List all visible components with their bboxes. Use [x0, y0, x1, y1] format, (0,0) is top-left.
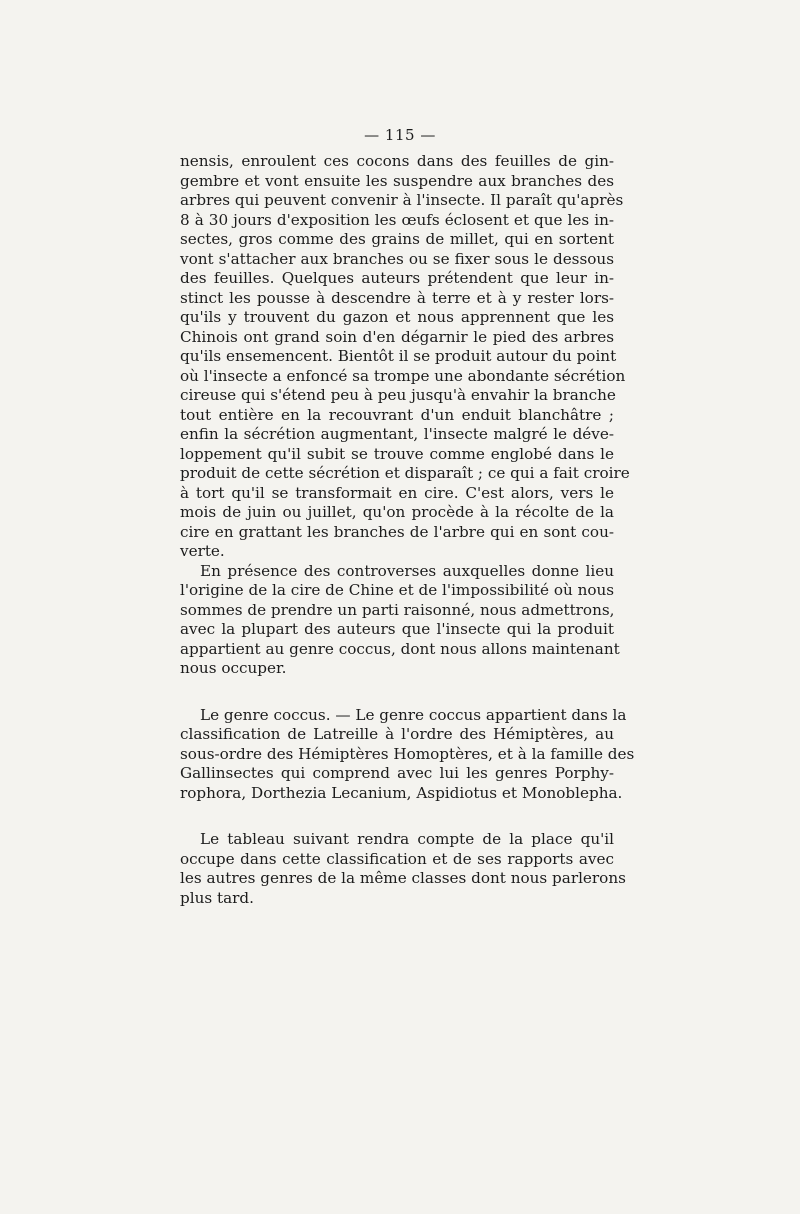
text-line: Gallinsectes qui comprend avec lui les genres Porphy-	[180, 764, 614, 782]
paragraph-controversies	[180, 561, 620, 679]
text-line: Le genre coccus. — Le genre coccus appartient dans la	[200, 705, 627, 724]
text-line: Le tableau suivant rendra compte de la place qu'il	[200, 830, 614, 848]
text-line: En présence des controverses auxquelles donne lieu	[200, 561, 614, 580]
text-line: qu'ils y trouvent du gazon et nous apprennent que les	[180, 308, 614, 326]
text-line: sectes, gros comme des grains de millet, qui en sortent	[180, 230, 614, 248]
page-number: — 115 —	[364, 126, 436, 144]
text-line: vont s'attacher aux branches ou se fixer sous le dessous	[180, 249, 614, 268]
text-line: cire en grattant les branches de l'arbre qui en sont cou-	[180, 522, 614, 541]
paragraph-wax-harvest	[180, 152, 630, 562]
paragraph-gap	[180, 679, 614, 706]
text-line: des feuilles. Quelques auteurs prétendent que leur in-	[180, 269, 614, 287]
text-line: produit de cette sécrétion et disparaît ; ce qui a fait croire	[180, 464, 630, 482]
text-line: rophora, Dorthezia Lecanium, Aspidiotus et Monoblepha.	[180, 783, 623, 802]
text-line: à tort qu'il se transformait en cire. C'est alors, vers le	[180, 483, 614, 502]
text-line: classification de Latreille à l'ordre des Hémiptères, au	[180, 725, 614, 743]
text-line: qu'ils ensemencent. Bientôt il se produit autour du point	[180, 347, 617, 365]
paragraph-gap	[180, 803, 614, 830]
body-text	[180, 152, 635, 908]
text-line: sommes de prendre un parti raisonné, nous admettrons,	[180, 600, 615, 619]
text-line: enfin la sécrétion augmentant, l'insecte malgré le déve-	[180, 425, 614, 443]
text-line: nensis, enroulent ces cocons dans des feuilles de gin-	[180, 152, 614, 170]
text-line: appartient au genre coccus, dont nous allons maintenant	[180, 639, 620, 658]
paragraph-table-intro	[180, 830, 626, 908]
text-line: où l'insecte a enfoncé sa trompe une abondante sécrétion	[180, 366, 626, 385]
text-line: l'origine de la cire de Chine et de l'impossibilité où nous	[180, 581, 615, 599]
text-line: plus tard.	[180, 888, 254, 907]
text-line: avec la plupart des auteurs que l'insecte qui la produit	[180, 620, 614, 638]
text-line: 8 à 30 jours d'exposition les œufs éclosent et que les in-	[180, 210, 614, 229]
text-line: mois de juin ou juillet, qu'on procède à la récolte de la	[180, 503, 614, 521]
text-line: les autres genres de la même classes dont nous parlerons	[180, 869, 626, 887]
paragraph-genre-coccus	[180, 705, 635, 804]
text-line: sous-ordre des Hémiptères Homoptères, et à la famille des	[180, 744, 635, 763]
text-line: verte.	[180, 542, 225, 560]
text-line: nous occuper.	[180, 659, 287, 677]
text-line: cireuse qui s'étend peu à peu jusqu'à envahir la branche	[180, 386, 616, 404]
text-line: loppement qu'il subit se trouve comme englobé dans le	[180, 444, 614, 463]
text-line: arbres qui peuvent convenir à l'insecte. Il paraît qu'après	[180, 191, 624, 209]
text-line: occupe dans cette classification et de ses rapports avec	[180, 849, 614, 868]
text-line: Chinois ont grand soin d'en dégarnir le pied des arbres	[180, 327, 614, 346]
text-line: stinct les pousse à descendre à terre et à y rester lors-	[180, 288, 614, 307]
text-line: gembre et vont ensuite les suspendre aux branches des	[180, 171, 614, 190]
text-line: tout entière en la recouvrant d'un enduit blanchâtre ;	[180, 405, 614, 424]
